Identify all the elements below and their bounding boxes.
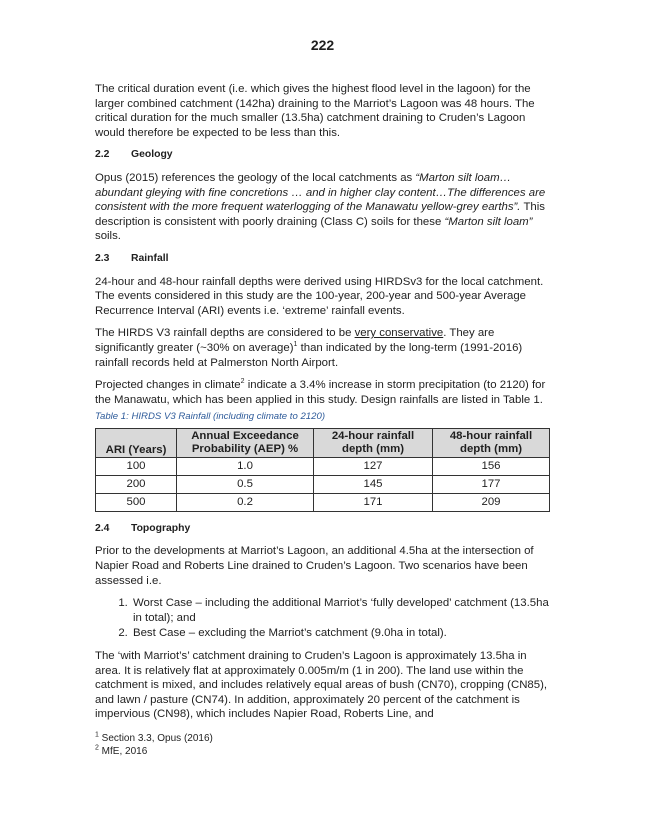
section-number: 2.2 — [95, 149, 110, 161]
section-heading-geology — [95, 148, 550, 163]
intro-paragraph: The critical duration event (i.e. which gives the highest flood level in the lagoon) for the larger combined catchment (142ha) draining to the Marriot’s Lagoon was 48 hours. The critical duration for the much smaller (13.5ha) catchment draining to Cruden’s Lagoon would therefore be expected to be less than this. — [95, 83, 535, 139]
table-cell: 0.2 — [177, 493, 314, 511]
scenario-list — [95, 596, 550, 641]
table-cell: 177 — [433, 475, 550, 493]
underlined-text: very conservative — [354, 327, 444, 340]
table-cell: 127 — [314, 457, 433, 475]
table-cell: 0.5 — [177, 475, 314, 493]
header-cell: ARI (Years) — [96, 428, 177, 457]
geology-paragraph — [95, 171, 550, 244]
text: indicate a 3.4% increase in storm precipitation (to 2120) for the Manawatu, which has been applied in this study. Design rainfalls are listed in Table 1. — [95, 379, 546, 406]
table-cell: 209 — [433, 493, 550, 511]
document-body — [95, 82, 550, 730]
text: This description is consistent with poorly draining (Class C) soils for these — [95, 201, 545, 228]
footnote-ref: 2 — [240, 378, 245, 386]
quote: “Marton silt loam…abundant gleying with fine concretions … and in higher clay content…The differences are consistent with the more frequent waterlogging of the Manawatu yellow-grey earths”. — [95, 171, 546, 214]
rainfall-paragraph-2 — [95, 326, 550, 370]
header-cell: Annual Exceedance Probability (AEP) % — [177, 428, 314, 457]
footnote-ref: 1 — [293, 341, 298, 349]
table-cell: 500 — [96, 493, 177, 511]
footnote-mark: 1 — [95, 731, 99, 739]
table-cell: 1.0 — [177, 457, 314, 475]
rainfall-paragraph-3 — [95, 378, 550, 407]
section-heading-topography — [95, 522, 550, 537]
table-caption: Table 1: HIRDS V3 Rainfall (including climate to 2120) — [95, 411, 326, 423]
page-number: 222 — [310, 37, 335, 53]
table-cell: 145 — [314, 475, 433, 493]
topography-paragraph-1: Prior to the developments at Marriot’s Lagoon, an additional 4.5ha at the intersection of Napier Road and Roberts Line drained to Cruden’s Lagoon. Two scenarios have been assessed i.e. — [95, 545, 534, 587]
topography-paragraph-2: The ‘with Marriot’s’ catchment draining to Cruden’s Lagoon is approximately 13.5ha in area. It is relatively flat at approximately 0.005m/m (1 in 200). The land use within the catchment is mixed, and includes relatively equal areas of bush (CN70), cropping (CN85), and lawn / pasture (CN74). In addition, approximately 20 percent of the catchment is impervious (CN98), which includes Napier Road, Roberts Line, and — [95, 650, 548, 721]
section-heading-rainfall — [95, 252, 550, 267]
footnote — [95, 746, 213, 759]
quote: “Marton silt loam” — [444, 215, 533, 228]
footnotes — [95, 733, 213, 758]
text: Projected changes in climate — [95, 379, 241, 392]
table-cell: 100 — [96, 457, 177, 475]
text: than indicated by the long-term (1991-2016) rainfall records held at Palmerston North Airport. — [95, 341, 523, 369]
table-cell: 156 — [433, 457, 550, 475]
table-cell: 171 — [314, 493, 433, 511]
rainfall-paragraph-1: 24-hour and 48-hour rainfall depths were derived using HIRDSv3 for the local catchment. The events considered in this study are the 100-year, 200-year and 500-year Average Recurrence Interval (ARI) events i.e. ‘extreme’ rainfall events. — [95, 275, 544, 317]
text: The HIRDS V3 rainfall depths are considered to be — [95, 327, 355, 340]
table-header-row — [96, 428, 550, 457]
rainfall-table — [95, 428, 550, 512]
table-row — [96, 493, 550, 511]
section-title: Rainfall — [131, 252, 169, 264]
section-title: Topography — [131, 522, 191, 534]
list-item: 1. Worst Case – including the additional Marriot’s ‘fully developed’ catchment (13.5ha in total); and — [131, 596, 550, 625]
table-row — [96, 475, 550, 493]
footnote — [95, 733, 213, 746]
table-row — [96, 457, 550, 475]
section-number: 2.3 — [95, 252, 110, 264]
list-item: 2. Best Case – excluding the Marriot’s catchment (9.0ha in total). — [131, 626, 550, 641]
text: Opus (2015) references the geology of the local catchments as — [95, 171, 416, 184]
footnote-text: Section 3.3, Opus (2016) — [98, 733, 213, 744]
section-title: Geology — [131, 149, 173, 161]
table-cell: 200 — [96, 475, 177, 493]
footnote-text: MfE, 2016 — [98, 745, 148, 757]
header-cell: 48-hour rainfall depth (mm) — [433, 428, 550, 457]
header-cell: 24-hour rainfall depth (mm) — [314, 428, 433, 457]
text: . They are significantly greater (~30% on average) — [95, 327, 495, 354]
footnote-mark: 2 — [95, 744, 99, 752]
section-number: 2.4 — [95, 522, 110, 534]
text: soils. — [95, 230, 121, 243]
